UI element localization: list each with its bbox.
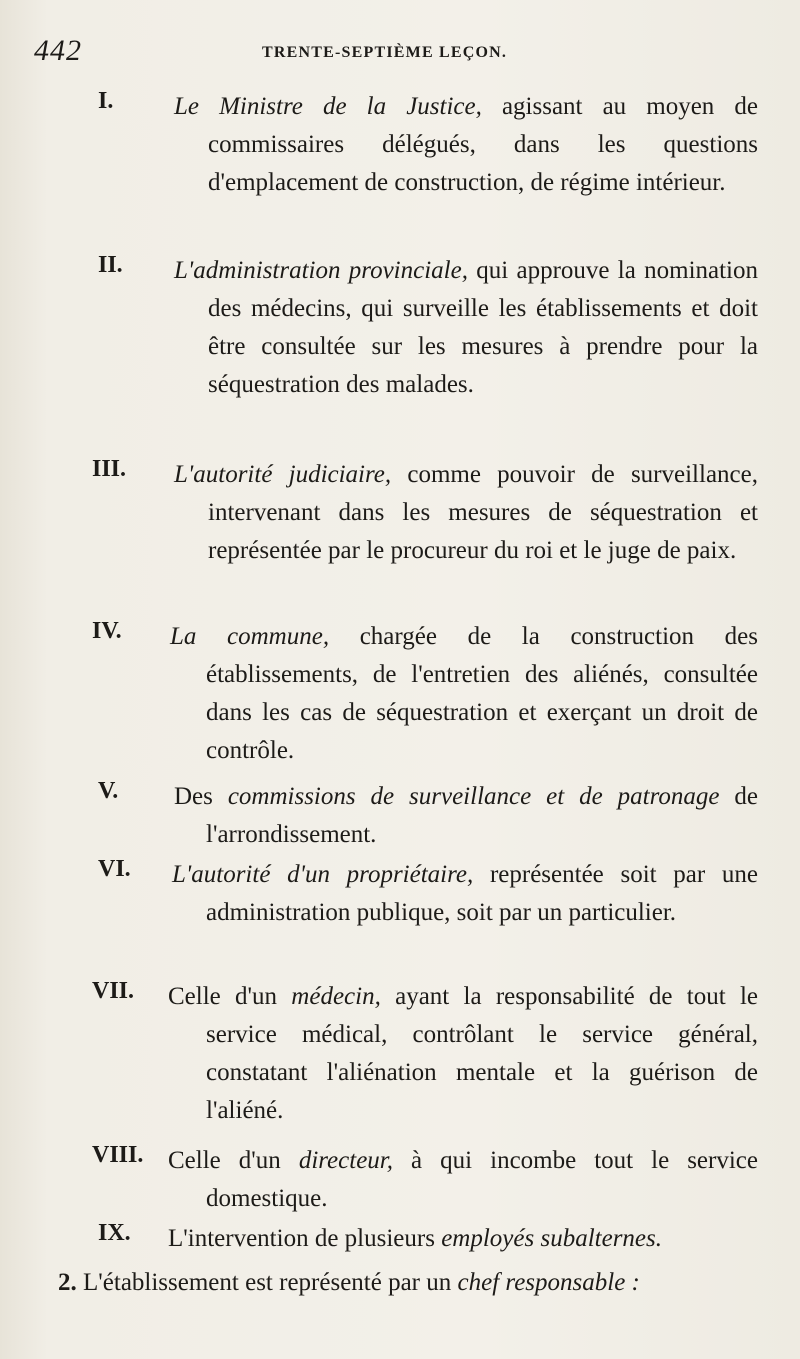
item-text xyxy=(174,778,758,854)
item-numeral: VII. xyxy=(92,978,135,1004)
item-text xyxy=(174,88,758,202)
item-text xyxy=(172,856,758,932)
item-text-rest: qui approuve la nomination des médecins, qui surveille les établissements et doit être consultée sur les mesures à prendre pour la séquestration des malades. xyxy=(208,257,759,398)
list-item xyxy=(0,618,800,770)
item-text-rest: agissant au moyen de commissaires délégués, dans les questions d'emplacement de construction, de régime intérieur. xyxy=(208,93,758,196)
section-text: L'établissement est représenté par un xyxy=(76,1269,458,1296)
list-item xyxy=(0,856,800,932)
item-numeral: VI. xyxy=(98,856,131,882)
section-number: 2. xyxy=(58,1269,77,1296)
item-text xyxy=(168,978,758,1130)
item-text-rest: à qui incombe tout le service domestique. xyxy=(206,1147,758,1212)
item-text xyxy=(170,618,758,770)
page-number: 442 xyxy=(34,34,82,67)
item-text-rest: représentée soit par une administration publique, soit par un particulier. xyxy=(206,861,758,926)
page-header xyxy=(34,32,766,72)
item-italic-term: employés subalternes. xyxy=(441,1225,662,1252)
item-italic-term: La commune, xyxy=(170,623,330,650)
item-text-lead: L'intervention de plusieurs xyxy=(168,1225,442,1252)
item-text-lead: Celle d'un xyxy=(168,1147,299,1174)
list-item xyxy=(0,456,800,570)
list-item xyxy=(0,978,800,1130)
item-numeral: III. xyxy=(92,456,127,482)
list-item xyxy=(0,1142,800,1218)
list-item xyxy=(0,1220,800,1258)
item-text-rest: chargée de la construction des établissements, de l'entretien des aliénés, consultée dans les cas de séquestration et exerçant un droit de contrôle. xyxy=(206,623,758,764)
item-italic-term: médecin, xyxy=(291,983,381,1010)
item-numeral: V. xyxy=(98,778,119,804)
section-2-line xyxy=(58,1264,758,1302)
list-item xyxy=(0,778,800,854)
item-italic-term: L'autorité d'un propriétaire, xyxy=(172,861,474,888)
list-item xyxy=(0,88,800,202)
section-italic-term: chef responsable : xyxy=(457,1269,640,1296)
item-text xyxy=(168,1220,758,1258)
item-italic-term: L'administration provinciale, xyxy=(174,257,468,284)
running-head: TRENTE-SEPTIÈME LEÇON. xyxy=(262,44,508,61)
item-italic-term: commissions de surveillance et de patronage xyxy=(227,783,720,810)
item-numeral: II. xyxy=(98,252,123,278)
item-text-rest: comme pouvoir de surveillance, intervenant dans les mesures de séquestration et représentée par le procureur du roi et le juge de paix. xyxy=(208,461,758,564)
item-numeral: VIII. xyxy=(92,1142,144,1168)
item-text-rest: ayant la responsabilité de tout le service médical, contrôlant le service général, constatant l'aliénation mentale et la guérison de l'aliéné. xyxy=(206,983,758,1124)
item-numeral: IV. xyxy=(92,618,122,644)
item-text-lead: Celle d'un xyxy=(168,983,292,1010)
item-text xyxy=(168,1142,758,1218)
item-italic-term: Le Ministre de la Justice, xyxy=(174,93,482,120)
item-italic-term: L'autorité judiciaire, xyxy=(174,461,392,488)
item-text-lead: Des xyxy=(174,783,228,810)
list-item xyxy=(0,252,800,404)
item-text-rest: de l'arrondissement. xyxy=(206,783,758,848)
item-numeral: IX. xyxy=(98,1220,131,1246)
item-text xyxy=(174,252,759,404)
item-text xyxy=(174,456,758,570)
item-italic-term: directeur, xyxy=(298,1147,394,1174)
item-numeral: I. xyxy=(98,88,114,114)
